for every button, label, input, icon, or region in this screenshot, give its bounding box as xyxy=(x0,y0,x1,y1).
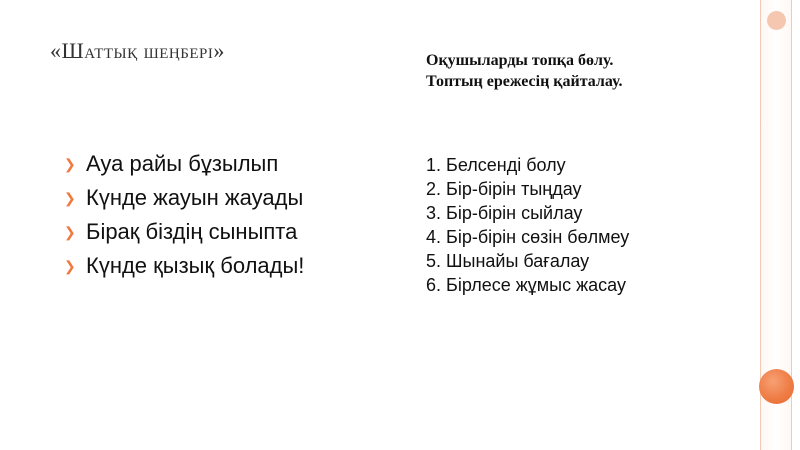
chevron-right-icon: ❯ xyxy=(64,224,76,240)
poem-list xyxy=(62,150,304,286)
poem-line-text: Бірақ біздің сыныпта xyxy=(86,219,298,244)
poem-line-text: Ауа райы бұзылып xyxy=(86,151,279,176)
rules-list xyxy=(426,153,629,297)
decorative-circle-small-icon xyxy=(767,11,786,30)
poem-line xyxy=(62,252,304,286)
rule-item: 1. Белсенді болу xyxy=(426,155,566,175)
decorative-circle-large-icon xyxy=(759,369,794,404)
rule-item: 2. Бір-бірін тыңдау xyxy=(426,179,582,199)
slide-title: «Шаттық шеңбері» xyxy=(50,38,225,63)
rule-item: 6. Бірлесе жұмыс жасау xyxy=(426,275,626,295)
poem-line xyxy=(62,150,304,184)
instructions xyxy=(426,50,623,92)
poem-line xyxy=(62,184,304,218)
poem-line-text: Күнде жауын жауады xyxy=(86,185,304,210)
chevron-right-icon: ❯ xyxy=(64,156,76,172)
instruction-line: Оқушыларды топқа бөлу. xyxy=(426,52,614,69)
chevron-right-icon: ❯ xyxy=(64,190,76,206)
rule-item: 3. Бір-бірін сыйлау xyxy=(426,203,583,223)
poem-line-text: Күнде қызық болады! xyxy=(86,253,305,278)
poem-line xyxy=(62,218,304,252)
rule-item: 5. Шынайы бағалау xyxy=(426,251,590,271)
instruction-line: Топтың ережесің қайталау. xyxy=(426,73,623,90)
rule-item: 4. Бір-бірін сөзін бөлмеу xyxy=(426,227,630,247)
chevron-right-icon: ❯ xyxy=(64,258,76,274)
